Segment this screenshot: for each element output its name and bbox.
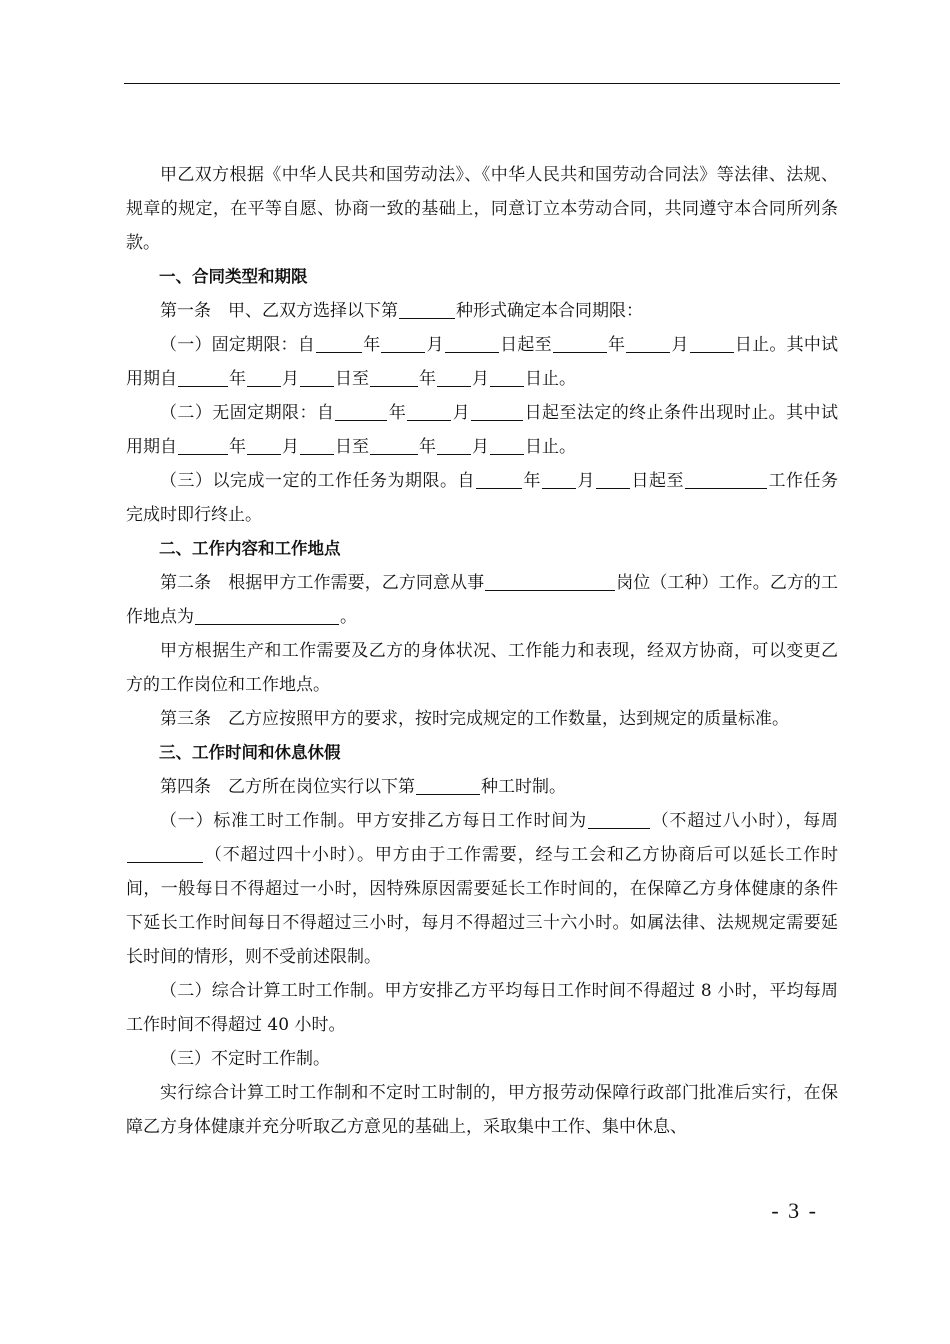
blank-end-day[interactable]: [690, 334, 734, 353]
open-term-clause: （二）无固定期限：自 年 月 日起至法定的终止条件出现时止。其中试用期自 年 月 日至 年 月 日止。: [126, 403, 838, 457]
blank-probation-start-day[interactable]: [300, 368, 334, 387]
standard-hours-clause: （一）标准工时工作制。甲方安排乙方每日工作时间为 （不超过八小时），每周（不超过四十小时）。甲方由于工作需要，经与工会和乙方协商后可以延长工作时间，一般每日不得超过一小时，因特殊原因需要延长工作时间的，在保障乙方身体健康的条件下延长工作时间每日不得超过三小时，每月不得超过三十六小时。如属法律、法规规定需要延长时间的情形，则不受前述限制。: [126, 811, 839, 967]
article-1: 第一条 甲、乙双方选择以下第 种形式确定本合同期限：: [160, 301, 643, 321]
blank-end-month[interactable]: [626, 334, 670, 353]
blank-open-probation-end-year[interactable]: [370, 436, 418, 455]
blank-probation-start-month[interactable]: [247, 368, 281, 387]
blank-hours-system[interactable]: [416, 776, 480, 795]
blank-position[interactable]: [485, 572, 615, 591]
blank-weekly-hours[interactable]: [127, 844, 203, 863]
blank-open-probation-end-day[interactable]: [490, 436, 524, 455]
blank-form-choice[interactable]: [399, 300, 455, 319]
blank-end-year[interactable]: [553, 334, 607, 353]
position-change-paragraph: 甲方根据生产和工作需要及乙方的身体状况、工作能力和表现，经双方协商，可以变更乙方的工作岗位和工作地点。: [126, 641, 838, 695]
blank-daily-hours[interactable]: [588, 810, 650, 829]
article-4: 第四条 乙方所在岗位实行以下第 种工时制。: [160, 777, 566, 797]
flexible-hours-clause: （三）不定时工作制。: [160, 1049, 330, 1069]
section-heading-contract-type: 一、合同类型和期限: [159, 267, 308, 286]
article-2: 第二条 根据甲方工作需要，乙方同意从事 岗位（工种）工作。乙方的工作地点为 。: [126, 573, 838, 627]
section-heading-work-content: 二、工作内容和工作地点: [159, 539, 341, 558]
blank-probation-start-year[interactable]: [178, 368, 228, 387]
contract-body: [126, 158, 838, 1144]
blank-work-place[interactable]: [195, 606, 339, 625]
blank-probation-end-day[interactable]: [490, 368, 524, 387]
blank-open-start-month[interactable]: [407, 402, 451, 421]
blank-task-year[interactable]: [476, 470, 522, 489]
header-rule: [124, 83, 840, 84]
blank-start-day[interactable]: [445, 334, 499, 353]
blank-open-probation-start-month[interactable]: [247, 436, 281, 455]
fixed-term-clause: （一）固定期限：自 年 月 日起至 年 月 日止。其中试用期自 年 月 日至 年 月 日止。: [126, 335, 839, 389]
blank-open-start-day[interactable]: [471, 402, 523, 421]
article-3: 第三条 乙方应按照甲方的要求，按时完成规定的工作数量，达到规定的质量标准。: [160, 709, 789, 729]
blank-open-probation-start-day[interactable]: [300, 436, 334, 455]
page-number: - 3 -: [771, 1198, 818, 1223]
blank-open-probation-end-month[interactable]: [437, 436, 471, 455]
comprehensive-hours-clause: （二）综合计算工时工作制。甲方安排乙方平均每日工作时间不得超过 8 小时，平均每周工作时间不得超过 40 小时。: [126, 981, 838, 1035]
task-term-clause: （三）以完成一定的工作任务为期限。自 年 月 日起至 工作任务完成时即行终止。: [126, 471, 838, 525]
blank-open-probation-start-year[interactable]: [178, 436, 228, 455]
intro-paragraph: 甲乙双方根据《中华人民共和国劳动法》、《中华人民共和国劳动合同法》等法律、法规、规章的规定，在平等自愿、协商一致的基础上，同意订立本劳动合同，共同遵守本合同所列条款。: [126, 165, 838, 253]
blank-open-start-year[interactable]: [335, 402, 387, 421]
blank-task-day[interactable]: [596, 470, 630, 489]
implementation-paragraph: 实行综合计算工时工作制和不定时工时制的，甲方报劳动保障行政部门批准后实行，在保障乙方身体健康并充分听取乙方意见的基础上，采取集中工作、集中休息、: [126, 1083, 838, 1137]
blank-task-description[interactable]: [685, 470, 767, 489]
blank-probation-end-year[interactable]: [370, 368, 418, 387]
blank-probation-end-month[interactable]: [437, 368, 471, 387]
section-heading-working-hours: 三、工作时间和休息休假: [159, 743, 341, 762]
blank-start-year[interactable]: [316, 334, 362, 353]
blank-start-month[interactable]: [381, 334, 425, 353]
blank-task-month[interactable]: [542, 470, 576, 489]
